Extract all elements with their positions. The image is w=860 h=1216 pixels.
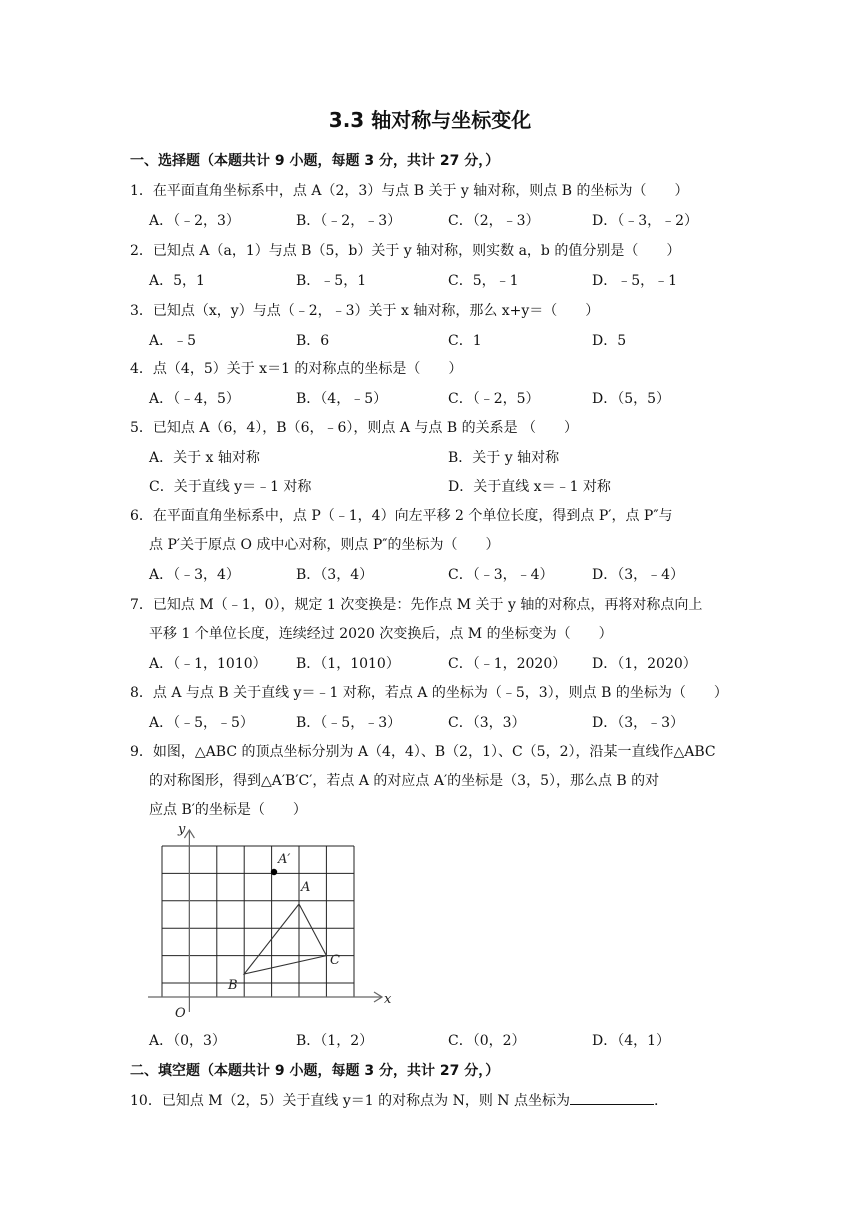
question-5-option-c: C．关于直线 y＝﹣1 对称 — [149, 479, 312, 495]
question-1-option-a: A．（﹣2，3） — [149, 213, 240, 229]
triangle-abc — [244, 904, 326, 974]
question-5-stem: 5．已知点 A（6，4），B（6，﹣6），则点 A 与点 B 的关系是 （ ） — [130, 420, 579, 436]
label-a: A — [301, 880, 311, 895]
coordinate-grid-figure — [148, 816, 398, 1026]
question-10-end: . — [653, 1093, 659, 1109]
question-6-stem-line-1: 6．在平面直角坐标系中，点 P（﹣1，4）向左平移 2 个单位长度，得到点 P′，点 P″与 — [130, 508, 673, 524]
question-1-option-b: B．（﹣2，﹣3） — [296, 213, 402, 229]
question-7-stem-line-2: 平移 1 个单位长度，连续经过 2020 次变换后，点 M 的坐标变为（ ） — [149, 626, 613, 642]
y-axis-label: y — [178, 822, 186, 837]
question-5-option-b: B．关于 y 轴对称 — [448, 450, 560, 466]
question-9-option-d: D．（4，1） — [592, 1033, 671, 1049]
question-4-stem: 4．点（4，5）关于 x＝1 的对称点的坐标是（ ） — [130, 361, 463, 377]
axes — [148, 830, 382, 1012]
question-3-option-d: D．5 — [592, 333, 627, 349]
question-2-option-b: B．﹣5，1 — [296, 273, 367, 289]
label-a-prime: A′ — [278, 852, 291, 867]
question-2-option-a: A．5，1 — [149, 273, 205, 289]
question-4-option-a: A．（﹣4，5） — [149, 391, 240, 407]
question-8-option-a: A．（﹣5，﹣5） — [149, 715, 254, 731]
question-7-option-a: A．（﹣1，1010） — [149, 656, 267, 672]
question-8-stem: 8．点 A 与点 B 关于直线 y＝﹣1 对称，若点 A 的坐标为（﹣5，3），则点 B 的坐标为（ ） — [130, 685, 728, 701]
question-7-option-b: B．（1，1010） — [296, 656, 400, 672]
x-axis-label: x — [384, 992, 392, 1007]
question-3-option-b: B．6 — [296, 333, 330, 349]
question-9-option-a: A．（0，3） — [149, 1033, 226, 1049]
question-8-option-c: C．（3，3） — [448, 715, 526, 731]
page-title: 3.3 轴对称与坐标变化 — [328, 108, 532, 132]
question-6-stem-line-2: 点 P′关于原点 O 成中心对称，则点 P″的坐标为（ ） — [149, 537, 500, 553]
question-7-option-d: D．（1，2020） — [592, 656, 697, 672]
section-fill-in-header: 二、填空题（本题共计 9 小题，每题 3 分，共计 27 分，） — [130, 1063, 500, 1079]
question-4-option-b: B．（4，﹣5） — [296, 391, 388, 407]
question-6-option-d: D．（3，﹣4） — [592, 567, 685, 583]
question-9-stem-line-1: 9．如图，△ABC 的顶点坐标分别为 A（4，4）、B（2，1）、C（5，2），沿某一直线作△ABC — [130, 744, 716, 760]
question-6-option-c: C．（﹣3，﹣4） — [448, 567, 554, 583]
question-4-option-c: C．（﹣2，5） — [448, 391, 540, 407]
question-4-option-d: D．（5，5） — [592, 391, 671, 407]
question-2-option-d: D．﹣5，﹣1 — [592, 273, 678, 289]
point-a-prime — [271, 869, 277, 875]
question-9-stem-line-3: 应点 B′的坐标是（ ） — [149, 802, 307, 818]
section-multiple-choice-header: 一、选择题（本题共计 9 小题，每题 3 分，共计 27 分，） — [130, 153, 500, 169]
question-9-stem-line-2: 的对称图形，得到△A′B′C′，若点 A 的对应点 A′的坐标是（3，5），那么点 B 的对 — [149, 773, 660, 789]
label-b: B — [228, 978, 238, 993]
question-3-option-c: C．1 — [448, 333, 482, 349]
question-7-stem-line-1: 7．已知点 M（﹣1，0），规定 1 次变换是：先作点 M 关于 y 轴的对称点，再将对称点向上 — [130, 597, 703, 613]
question-1-option-c: C．（2，﹣3） — [448, 213, 540, 229]
question-5-option-d: D．关于直线 x＝﹣1 对称 — [448, 479, 611, 495]
grid-lines — [162, 846, 354, 997]
question-2-option-c: C．5，﹣1 — [448, 273, 519, 289]
question-9-option-b: B．（1，2） — [296, 1033, 374, 1049]
question-1-stem: 1．在平面直角坐标系中，点 A（2，3）与点 B 关于 y 轴对称，则点 B 的坐标为（ ） — [130, 183, 689, 199]
question-7-option-c: C．（﹣1，2020） — [448, 656, 567, 672]
origin-label: O — [175, 1006, 186, 1021]
question-3-stem: 3．已知点（x，y）与点（﹣2，﹣3）关于 x 轴对称，那么 x+y＝（ ） — [130, 303, 600, 319]
question-5-option-a: A．关于 x 轴对称 — [149, 450, 260, 466]
question-10-stem: 10．已知点 M（2，5）关于直线 y＝1 的对称点为 N，则 N 点坐标为 — [130, 1093, 570, 1109]
label-c: C — [330, 953, 340, 968]
answer-blank[interactable] — [570, 1090, 654, 1105]
question-8-option-b: B．（﹣5，﹣3） — [296, 715, 402, 731]
question-2-stem: 2．已知点 A（a，1）与点 B（5，b）关于 y 轴对称，则实数 a，b 的值分别是（ ） — [130, 243, 681, 259]
question-3-option-a: A．﹣5 — [149, 333, 197, 349]
question-8-option-d: D．（3，﹣3） — [592, 715, 685, 731]
question-9-option-c: C．（0，2） — [448, 1033, 526, 1049]
question-10 — [130, 1090, 658, 1110]
question-6-option-b: B．（3，4） — [296, 567, 374, 583]
question-6-option-a: A．（﹣3，4） — [149, 567, 240, 583]
question-1-option-d: D．（﹣3，﹣2） — [592, 213, 699, 229]
